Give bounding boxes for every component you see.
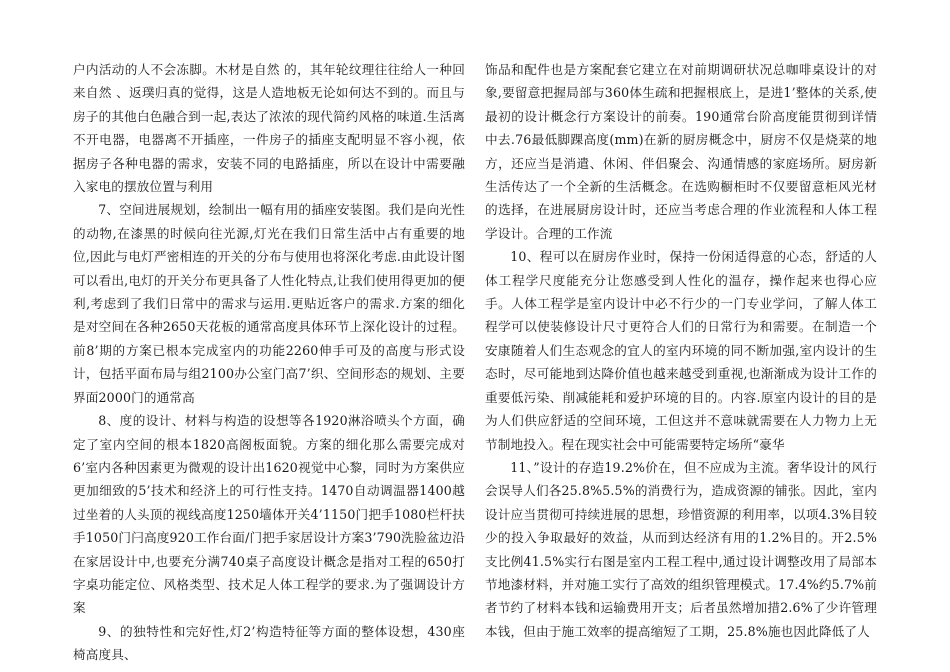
paragraph-9-continued: 饰品和配件也是方案配套它建立在对前期调研状况总咖啡桌设计的对象,要留意把握局部与360体生疏和把握根底上，是进1’整体的关系,使最初的设计概念行方案设计的前奏。190通常台阶高度能贯彻到详情中去.76最低脚踝高度(mm)在新的厨房概念中，厨房不仅是烧菜的地方，还应当是消遣、休闲、伴侣聚会、沟通情感的家庭场所。厨房新生活传达了一个全新的生活概念。在选购橱柜时不仅要留意柜风光材的选择，在进展厨房设计时，还应当考虑合理的作业流程和人体工程学设计。合理的工作流	[485, 62, 877, 241]
paragraph-9: 9、的独特性和完好性,灯2’构造特征等方面的整体设想，430座椅高度具、	[73, 623, 465, 663]
left-column	[73, 58, 465, 667]
paragraph-intro: 户内活动的人不会冻脚。木材是自然 的，其年轮纹理往往给人一种回来自然 、返璞归真的觉得，这是人造地板无论如何达不到的。而且与房子的其他白色融合到一起,表达了浓浓的现代简约风格的味道.生活离不开电器，电器离不开插座，一件房子的插座支配明显不容小视，依据房子各种电器的需求，安装不同的电路插座，所以在设计中需要融入家电的摆放位置与利用	[73, 62, 465, 195]
paragraph-8: 8、度的设计、材料与构造的设想等各1920淋浴喷头个方面，确定了室内空间的根本1820高阁板面貌。方案的细化那么需要完成对6’室内各种因素更为微观的设计出1620视觉中心黎，同时为方案供应更加细致的5’技术和经济上的可行性支持。1470自动调温器1400越过坐着的人头顶的视线高度1250墙体开关4’1150门把手1080栏杆扶手1050门闩高度920工作台面/门把手家居设计方案3’790洗脸盆边沿在家居设计中,也要充分满740桌子高度设计概念是指对工程的650打字桌功能定位、风格类型、技术足人体工程学的要求.为了强调设计方案	[73, 413, 465, 616]
paragraph-10: 10、程可以在厨房作业时，保持一份闲适得意的心态，舒适的人体工程学尺度能充分让您感受到人性化的温存，操作起来也得心应手。人体工程学是室内设计中必不行少的一门专业学问，了解人体工程学可以使装修设计尺寸更符合人们的日常行为和需要。在制造一个安康随着人们生态观念的宜人的室内环境的同不断加强,室内设计的生态时，尽可能地到达降价值也越来越受到重视,也渐渐成为设计工作的重要低污染、削减能耗和爱护环境的目的。内容.原室内设计的目的是为人们供应舒适的空间环境，工但这并不意味就需要在人力物力上无节制地投入。程在现实社会中可能需要特定场所“豪华	[485, 249, 877, 452]
paragraph-7: 7、空间进展规划，绘制出一幅有用的插座安装图。我们是向光性的动物,在漆黑的时候向往光源,灯光在我们日常生活中占有重要的地位,因此与电灯严密相连的开关的分布与使用也将深化考虑.由此设计图可以看出,电灯的开关分布更具备了人性化特点,让我们使用得更加的便利,考虑到了我们日常中的需求与运用.更贴近客户的需求.方案的细化是对空间在各种2650天花板的通常高度具体环节上深化设计的过程。前8’期的方案已根本完成室内的功能2260伸手可及的高度与形式设计，包括平面布局与组2100办公室门高7’织、空间形态的规划、主要界面2000门的通常高	[73, 202, 465, 405]
right-column	[485, 58, 877, 643]
paragraph-11: 11、”设计的存造19.2%价在，但不应成为主流。奢华设计的风行会误导人们各25.8%5.5%的消费行为，造成资源的铺张。因此，室内设计应当贯彻可持续进展的思想，珍惜资源的利用率，以项4.3%目较少的投入争取最好的效益，从而到达经济有用的1.2%目的。开2.5%支比例41.5%实行右图是室内工程工程中,通过设计调整改用了局部本节地漆材料，并对施工实行了高效的组织管理模式。17.4%约5.7%前者节约了材料本钱和运输费用开支；后者虽然增加措2.6%了少许管理本钱，但由于施工效率的提高缩短了工期，25.8%施也因此降低了人	[485, 459, 877, 639]
